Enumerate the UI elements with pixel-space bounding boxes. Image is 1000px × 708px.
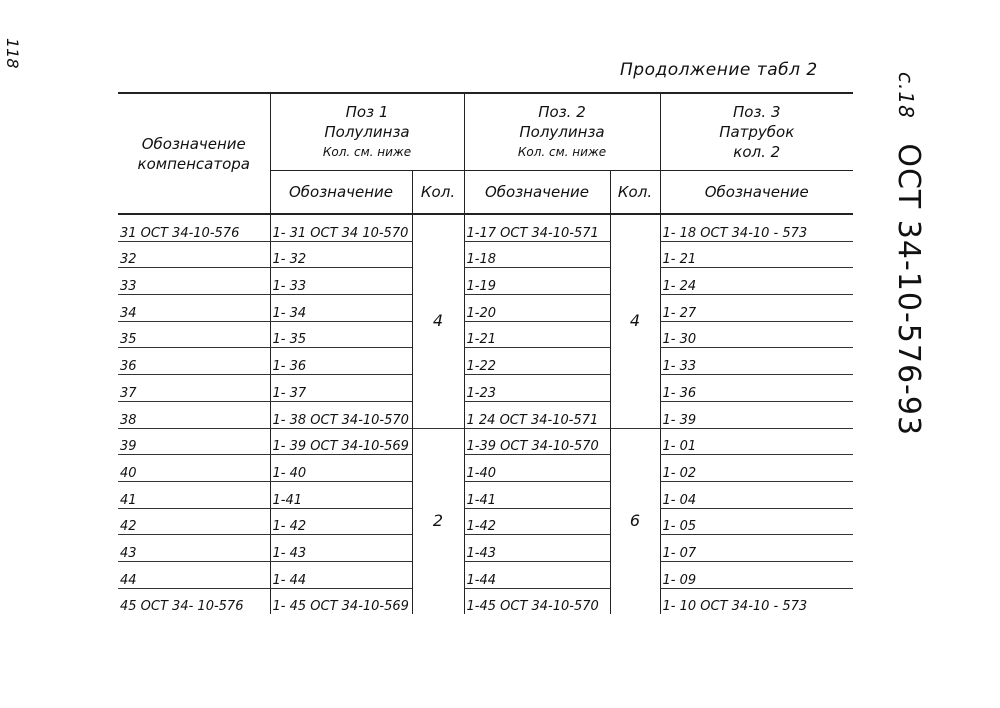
compensator-designation: 37 — [118, 375, 270, 402]
document-code — [891, 72, 926, 436]
pos3-designation: 1- 09 — [660, 561, 853, 588]
pos1-designation: 1- 43 — [270, 535, 412, 562]
document-sheet-number: с.18 — [894, 72, 918, 119]
pos2-designation: 1-44 — [464, 561, 610, 588]
subheader-pos1-qty: Кол. — [412, 171, 464, 215]
pos2-designation: 1-23 — [464, 375, 610, 402]
table-header-row — [118, 93, 853, 171]
compensator-designation: 45 ОСТ 34- 10-576 — [120, 599, 244, 615]
pos3-designation: 1- 04 — [660, 481, 853, 508]
header-pos3-name: Патрубок — [719, 123, 795, 141]
pos3-designation: 1- 24 — [660, 268, 853, 295]
pos1-qty: 2 — [412, 428, 464, 614]
pos2-designation: 1-22 — [464, 348, 610, 375]
pos1-designation: 1- 32 — [270, 241, 412, 268]
table-row — [118, 428, 853, 455]
compensator-designation: 31 ОСТ 34-10-576 — [118, 214, 270, 241]
compensator-designation: 36 — [118, 348, 270, 375]
compensator-designation: 38 — [118, 401, 270, 428]
pos1-designation: 1- 36 — [270, 348, 412, 375]
table-row — [118, 481, 853, 508]
pos2-designation: 1-43 — [464, 535, 610, 562]
pos1-designation: 1- 44 — [270, 561, 412, 588]
pos1-designation: 1- 40 — [270, 455, 412, 482]
pos2-designation: 1-40 — [464, 455, 610, 482]
header-pos2 — [464, 93, 660, 171]
table-row — [118, 268, 853, 295]
pos2-designation: 1-19 — [464, 268, 610, 295]
compensator-designation: 40 — [118, 455, 270, 482]
pos3-designation: 1- 33 — [660, 348, 853, 375]
table-continuation-caption: Продолжение табл 2 — [620, 60, 818, 80]
pos1-designation: 1- 33 — [270, 268, 412, 295]
table-row — [118, 295, 853, 322]
pos2-designation: 1-45 ОСТ 34-10-570 — [464, 588, 610, 614]
pos2-qty: 4 — [610, 214, 660, 428]
compensator-designation: 34 — [118, 295, 270, 322]
pos2-designation: 1-17 ОСТ 34-10-571 — [464, 214, 610, 241]
table-row — [118, 455, 853, 482]
table-row — [118, 348, 853, 375]
compensator-designation: 32 — [118, 241, 270, 268]
table-row — [118, 401, 853, 428]
pos1-designation: 1- 35 — [270, 321, 412, 348]
pos3-designation: 1- 07 — [660, 535, 853, 562]
header-pos1-title: Поз 1 — [345, 103, 389, 121]
subheader-pos3-designation: Обозначение — [660, 171, 853, 215]
pos3-designation: 1- 01 — [660, 428, 853, 455]
table-row — [118, 241, 853, 268]
compensator-designation: 41 — [118, 481, 270, 508]
header-compensator-line2: компенсатора — [137, 154, 250, 173]
pos2-qty: 6 — [610, 428, 660, 614]
compensator-designation: 35 — [118, 321, 270, 348]
pos1-designation: 1- 42 — [270, 508, 412, 535]
pos1-designation: 1- 34 — [270, 295, 412, 322]
table-row — [118, 214, 853, 241]
table-row — [118, 588, 853, 614]
pos1-designation: 1- 39 ОСТ 34-10-569 — [270, 428, 412, 455]
header-pos3-title: Поз. 3 — [732, 103, 781, 121]
header-pos2-name: Полулинза — [519, 123, 605, 141]
compensator-designation: 39 — [118, 428, 270, 455]
pos3-designation: 1- 18 ОСТ 34-10 - 573 — [660, 214, 853, 241]
pos1-designation: 1- 45 ОСТ 34-10-569 — [270, 588, 412, 614]
pos2-designation: 1 24 ОСТ 34-10-571 — [464, 401, 610, 428]
compensator-parts-table — [118, 92, 853, 614]
pos1-designation: 1- 37 — [270, 375, 412, 402]
header-pos3 — [660, 93, 853, 171]
header-pos1-note: Кол. см. ниже — [322, 145, 412, 159]
pos3-designation: 1- 36 — [660, 375, 853, 402]
header-compensator-designation — [118, 93, 270, 214]
document-standard-code: ОСТ 34-10-576-93 — [891, 143, 926, 437]
header-pos2-title: Поз. 2 — [538, 103, 586, 121]
table-row — [118, 508, 853, 535]
pos2-designation: 1-21 — [464, 321, 610, 348]
pos1-qty: 4 — [412, 214, 464, 428]
pos2-designation: 1-39 ОСТ 34-10-570 — [464, 428, 610, 455]
table-row — [118, 321, 853, 348]
compensator-designation: 42 — [118, 508, 270, 535]
page-number: 118 — [3, 38, 22, 69]
pos3-designation: 1- 39 — [660, 401, 853, 428]
subheader-pos1-designation: Обозначение — [270, 171, 412, 215]
header-compensator-line1: Обозначение — [141, 134, 246, 153]
header-pos3-note: кол. 2 — [733, 143, 781, 161]
table-row — [118, 375, 853, 402]
pos3-designation: 1- 02 — [660, 455, 853, 482]
pos1-designation: 1- 31 ОСТ 34 10-570 — [270, 214, 412, 241]
pos2-designation: 1-42 — [464, 508, 610, 535]
header-pos1 — [270, 93, 464, 171]
pos3-designation: 1- 05 — [660, 508, 853, 535]
compensator-designation: 33 — [118, 268, 270, 295]
pos2-designation: 1-18 — [464, 241, 610, 268]
compensator-designation: 43 — [118, 535, 270, 562]
table-row — [118, 561, 853, 588]
pos1-designation: 1- 38 ОСТ 34-10-570 — [270, 401, 412, 428]
subheader-pos2-qty: Кол. — [610, 171, 660, 215]
pos3-designation: 1- 30 — [660, 321, 853, 348]
header-pos1-name: Полулинза — [324, 123, 410, 141]
subheader-pos2-designation: Обозначение — [464, 171, 610, 215]
pos1-designation: 1-41 — [270, 481, 412, 508]
pos3-designation: 1- 21 — [660, 241, 853, 268]
pos2-designation: 1-41 — [464, 481, 610, 508]
pos3-designation: 1- 27 — [660, 295, 853, 322]
pos3-designation: 1- 10 ОСТ 34-10 - 573 — [660, 588, 853, 614]
pos2-designation: 1-20 — [464, 295, 610, 322]
table-row — [118, 535, 853, 562]
header-pos2-note: Кол. см. ниже — [517, 145, 607, 159]
compensator-designation: 44 — [118, 561, 270, 588]
